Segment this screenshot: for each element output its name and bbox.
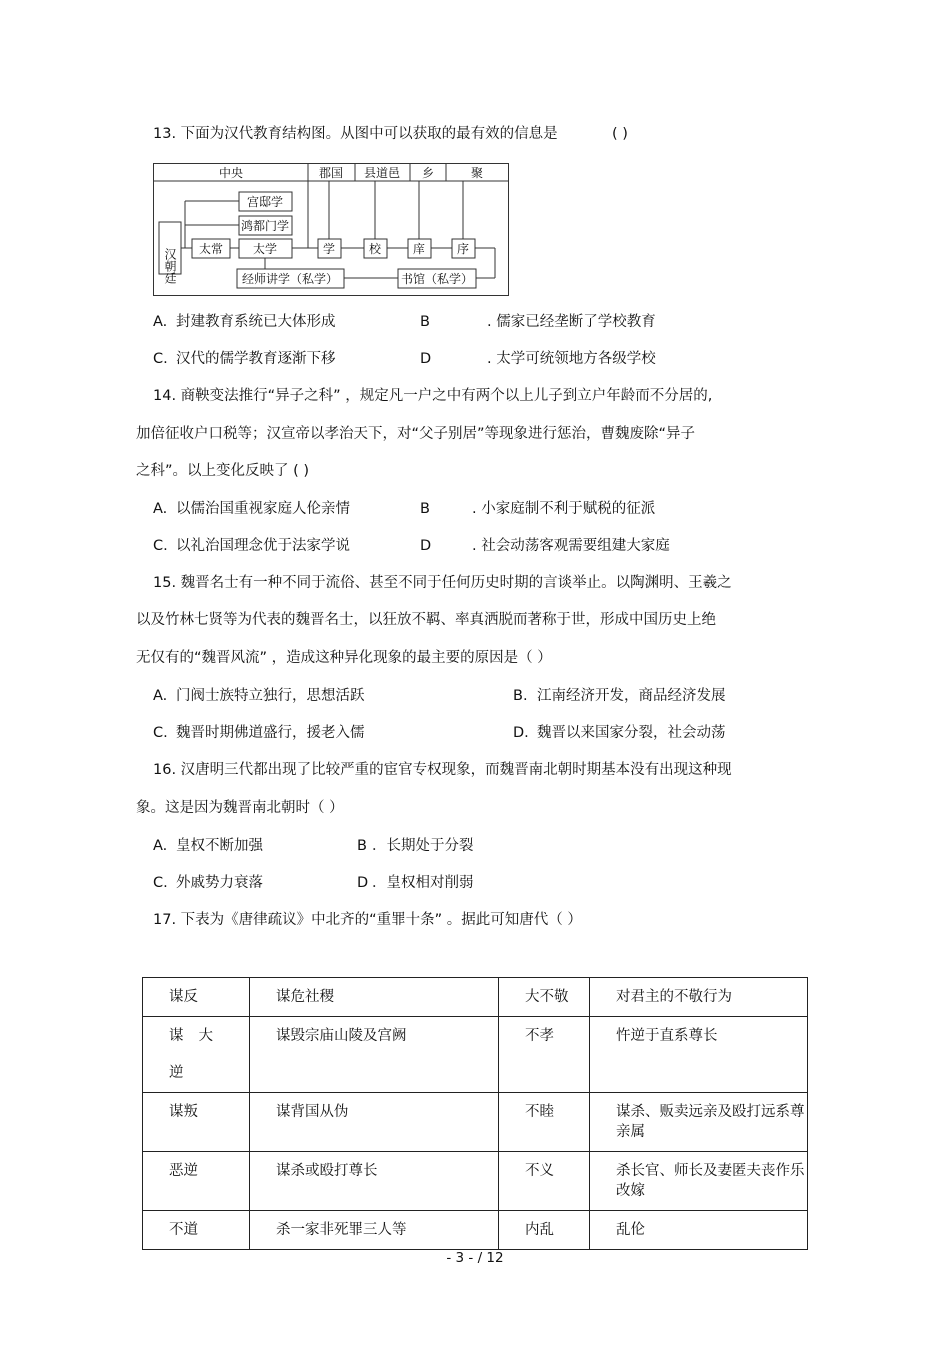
diagram-shuguan: 书馆（私学） bbox=[400, 272, 474, 286]
table-cell: 乱伦 bbox=[590, 1211, 808, 1250]
table-cell: 大不敬 bbox=[499, 978, 590, 1017]
q14-option-d-letter: D bbox=[420, 538, 432, 554]
diagram-header-commandery: 郡国 bbox=[318, 166, 344, 180]
q15-option-b-text: 江南经济开发，商品经济发展 bbox=[537, 688, 726, 704]
q15-stem-line3: 无仅有的“魏晋风流” ，造成这种异化现象的最主要的原因是（ ） bbox=[136, 650, 552, 666]
table-cell: 谋毁宗庙山陵及宫阙 bbox=[250, 1017, 499, 1093]
q16-option-c-letter: C. bbox=[153, 875, 168, 891]
table-cell: 恶逆 bbox=[143, 1152, 250, 1211]
q15-option-d-letter: D. bbox=[513, 725, 529, 741]
q15-option-d-text: 魏晋以来国家分裂，社会动荡 bbox=[537, 725, 726, 741]
q13-option-c-text: 汉代的儒学教育逐渐下移 bbox=[176, 351, 336, 367]
q15-option-c-letter: C. bbox=[153, 725, 168, 741]
q15-option-a-letter: A. bbox=[153, 688, 168, 704]
table-cell: 内乱 bbox=[499, 1211, 590, 1250]
diagram-header-village: 聚 bbox=[470, 166, 484, 180]
q15-option-c-text: 魏晋时期佛道盛行，援老入儒 bbox=[176, 725, 365, 741]
table-cell: 忤逆于直系尊长 bbox=[590, 1017, 808, 1093]
q13-stem: 13. 下面为汉代教育结构图。从图中可以获取的最有效的信息是 bbox=[153, 126, 558, 142]
diagram-header-county: 县道邑 bbox=[363, 166, 401, 180]
q14-option-a-text: 以儒治国重视家庭人伦亲情 bbox=[176, 501, 350, 517]
page-number: - 3 - / 12 bbox=[446, 1250, 504, 1266]
table-cell: 杀一家非死罪三人等 bbox=[250, 1211, 499, 1250]
table-row bbox=[143, 1152, 808, 1211]
q17-stem: 17. 下表为《唐律疏议》中北齐的“重罪十条” 。据此可知唐代（ ） bbox=[153, 912, 582, 928]
q16-stem-line2: 象。这是因为魏晋南北朝时（ ） bbox=[136, 800, 344, 816]
table-row bbox=[143, 978, 808, 1017]
diagram-xu: 序 bbox=[456, 242, 470, 256]
q13-option-c-letter: C. bbox=[153, 351, 168, 367]
q14-option-b-letter: B bbox=[420, 501, 430, 517]
table-cell-wrapped bbox=[143, 1017, 250, 1093]
diagram-header-township: 乡 bbox=[421, 166, 435, 180]
q15-stem-line1: 15. 魏晋名士有一种不同于流俗、甚至不同于任何历史时期的言谈举止。以陶渊明、王羲之 bbox=[153, 575, 732, 591]
q16-option-d-letter: D bbox=[357, 875, 369, 891]
q14-stem-line1: 14. 商鞅变法推行“异子之科” ，规定凡一户之中有两个以上儿子到立户年龄而不分居的, bbox=[153, 388, 713, 404]
table-row bbox=[143, 1211, 808, 1250]
wrapped-term-line1 bbox=[169, 1026, 213, 1046]
q14-option-b-text: . 小家庭制不利于赋税的征派 bbox=[472, 501, 656, 517]
table-cell: 谋杀或殴打尊长 bbox=[250, 1152, 499, 1211]
diagram-taixue: 太学 bbox=[252, 242, 278, 256]
q16-option-a-letter: A. bbox=[153, 838, 168, 854]
diagram-xue: 学 bbox=[322, 242, 336, 256]
diagram-xiao: 校 bbox=[368, 242, 382, 256]
diagram-gongdi: 宫邸学 bbox=[246, 195, 284, 209]
diagram-header-central: 中央 bbox=[218, 166, 244, 180]
table-cell: 不睦 bbox=[499, 1093, 590, 1152]
q13-answer-paren: ( ) bbox=[612, 126, 628, 142]
q13-option-d-letter: D bbox=[420, 351, 432, 367]
q14-option-d-text: . 社会动荡客观需要组建大家庭 bbox=[472, 538, 670, 554]
q16-stem-line1: 16. 汉唐明三代都出现了比较严重的宦官专权现象，而魏晋南北朝时期基本没有出现这种现 bbox=[153, 762, 732, 778]
table-cell: 谋危社稷 bbox=[250, 978, 499, 1017]
q15-option-b-letter: B. bbox=[513, 688, 528, 704]
table-cell: 谋反 bbox=[143, 978, 250, 1017]
diagram-jingshi: 经师讲学（私学） bbox=[241, 272, 339, 286]
q16-option-b-letter: B bbox=[357, 838, 367, 854]
table-cell: 杀长官、师长及妻匿夫丧作乐改嫁 bbox=[590, 1152, 808, 1211]
q13-option-b-text: . 儒家已经垄断了学校教育 bbox=[487, 314, 656, 330]
ten-felonies-table bbox=[142, 977, 808, 1250]
diagram-xiang: 庠 bbox=[412, 242, 426, 256]
table-cell: 对君主的不敬行为 bbox=[590, 978, 808, 1017]
diagram-taichang: 太常 bbox=[198, 242, 224, 256]
table-cell: 谋杀、贩卖远亲及殴打远系尊亲属 bbox=[590, 1093, 808, 1152]
diagram-hongdu: 鸿都门学 bbox=[240, 219, 290, 233]
q16-option-d-text: ．皇权相对削弱 bbox=[372, 875, 474, 891]
table-cell: 谋背国从伪 bbox=[250, 1093, 499, 1152]
q16-option-a-text: 皇权不断加强 bbox=[176, 838, 263, 854]
table-cell: 不道 bbox=[143, 1211, 250, 1250]
han-education-diagram bbox=[153, 163, 513, 298]
q15-stem-line2: 以及竹林七贤等为代表的魏晋名士，以狂放不羁、率真洒脱而著称于世，形成中国历史上绝 bbox=[136, 612, 716, 628]
q13-option-b-letter: B bbox=[420, 314, 430, 330]
q14-option-c-letter: C. bbox=[153, 538, 168, 554]
q14-stem-line3: 之科”。以上变化反映了 ( ) bbox=[136, 463, 310, 479]
q14-stem-line2: 加倍征收户口税等；汉宣帝以孝治天下，对“父子别居”等现象进行惩治，曹魏废除“异子 bbox=[136, 426, 696, 442]
q14-option-a-letter: A. bbox=[153, 501, 168, 517]
wrapped-char: 谋 bbox=[169, 1028, 184, 1044]
q16-option-b-text: ．长期处于分裂 bbox=[372, 838, 474, 854]
q15-option-a-text: 门阀士族特立独行，思想活跃 bbox=[176, 688, 365, 704]
table-cell: 谋叛 bbox=[143, 1093, 250, 1152]
table-cell: 不义 bbox=[499, 1152, 590, 1211]
wrapped-char: 大 bbox=[198, 1028, 213, 1044]
q14-option-c-text: 以礼治国理念优于法家学说 bbox=[176, 538, 350, 554]
diagram-han-court: 汉朝廷 bbox=[163, 248, 177, 284]
wrapped-term-line2: 逆 bbox=[169, 1065, 184, 1081]
table-row bbox=[143, 1093, 808, 1152]
table-cell: 不孝 bbox=[499, 1017, 590, 1093]
q13-option-a-letter: A. bbox=[153, 314, 168, 330]
q13-option-a-text: 封建教育系统已大体形成 bbox=[176, 314, 336, 330]
table-row bbox=[143, 1017, 808, 1093]
q13-option-d-text: . 太学可统领地方各级学校 bbox=[487, 351, 656, 367]
q16-option-c-text: 外戚势力衰落 bbox=[176, 875, 263, 891]
